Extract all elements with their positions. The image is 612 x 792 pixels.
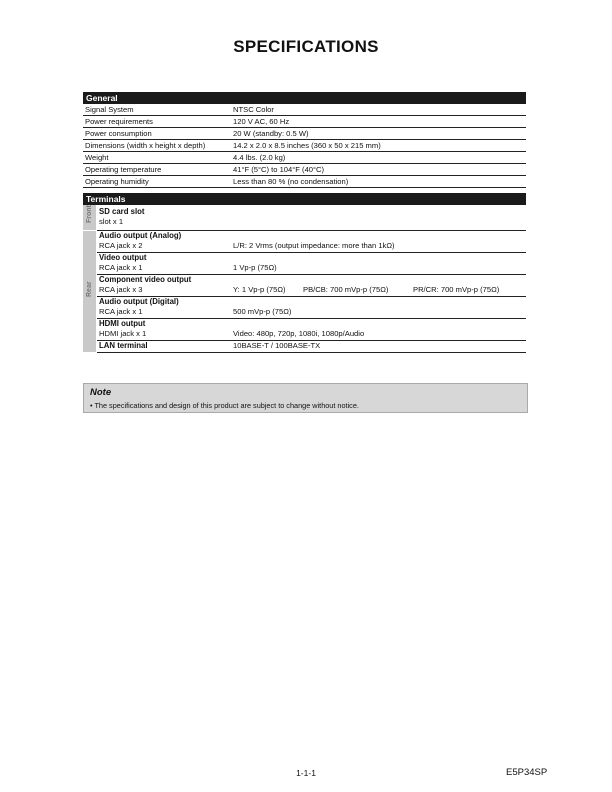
terminal-row-video <box>97 253 526 275</box>
spec-row-dimensions <box>83 140 526 152</box>
terminal-name: Audio output (Analog) <box>99 231 182 240</box>
general-heading: General <box>83 92 526 104</box>
spec-label: Weight <box>85 153 109 162</box>
spec-value: NTSC Color <box>233 105 274 114</box>
note-text: • The specifications and design of this product are subject to change without notice. <box>90 401 359 410</box>
terminal-sub: RCA jack x 1 <box>99 307 143 316</box>
spec-value: 41°F (5°C) to 104°F (40°C) <box>233 165 325 174</box>
spec-row-operating-humidity <box>83 176 526 188</box>
page-title: SPECIFICATIONS <box>233 37 379 56</box>
terminal-value-pb: PB/CB: 700 mVp-p (75Ω) <box>303 285 389 294</box>
terminal-row-component-video <box>97 275 526 297</box>
spec-value: Less than 80 % (no condensation) <box>233 177 349 186</box>
terminal-value: L/R: 2 Vrms (output impedance: more than 1kΩ) <box>233 241 395 250</box>
note-heading: Note <box>90 387 112 398</box>
terminal-name: Audio output (Digital) <box>99 297 179 306</box>
spec-value: 14.2 x 2.0 x 8.5 inches (360 x 50 x 215 mm) <box>233 141 381 150</box>
spec-label: Power requirements <box>85 117 153 126</box>
terminal-name: Component video output <box>99 275 192 284</box>
terminal-value-pr: PR/CR: 700 mVp-p (75Ω) <box>413 285 500 294</box>
terminal-value: 10BASE-T / 100BASE-TX <box>233 341 321 350</box>
terminal-row-audio-digital <box>97 297 526 319</box>
document-code: E5P34SP <box>506 767 548 778</box>
rear-label-text: Rear <box>86 281 93 297</box>
terminal-value: 500 mVp-p (75Ω) <box>233 307 292 316</box>
terminal-value: 1 Vp-p (75Ω) <box>233 263 277 272</box>
front-label-text: Front <box>86 205 93 223</box>
page-number: 1-1-1 <box>296 768 316 778</box>
spec-row-weight <box>83 152 526 164</box>
spec-value: 4.4 lbs. (2.0 kg) <box>233 153 286 162</box>
terminal-sub: HDMI jack x 1 <box>99 329 147 338</box>
terminal-sub: slot x 1 <box>99 217 124 226</box>
front-side-label <box>83 205 96 230</box>
terminal-name: SD card slot <box>99 207 145 216</box>
terminals-heading: Terminals <box>83 193 526 205</box>
terminal-sub: RCA jack x 3 <box>99 285 143 294</box>
spec-row-signal-system <box>83 104 526 116</box>
spec-row-operating-temperature <box>83 164 526 176</box>
rear-side-label <box>83 231 96 352</box>
spec-value: 120 V AC, 60 Hz <box>233 117 290 126</box>
spec-row-power-consumption <box>83 128 526 140</box>
spec-label: Dimensions (width x height x depth) <box>85 141 206 150</box>
terminal-value-y: Y: 1 Vp-p (75Ω) <box>233 285 286 294</box>
spec-label: Signal System <box>85 105 134 114</box>
terminal-name: LAN terminal <box>99 341 148 350</box>
spec-label: Power consumption <box>85 129 152 138</box>
terminal-row-audio-analog <box>97 231 526 253</box>
spec-label: Operating temperature <box>85 165 162 174</box>
terminal-row-lan <box>97 341 526 353</box>
spec-value: 20 W (standby: 0.5 W) <box>233 129 309 138</box>
spec-row-power-requirements <box>83 116 526 128</box>
note-box <box>83 383 528 413</box>
terminal-sub: RCA jack x 2 <box>99 241 143 250</box>
terminal-name: Video output <box>99 253 147 262</box>
terminal-sub: RCA jack x 1 <box>99 263 143 272</box>
terminal-row-hdmi <box>97 319 526 341</box>
spec-label: Operating humidity <box>85 177 149 186</box>
terminal-row-sd-card <box>97 207 526 231</box>
terminal-value: Video: 480p, 720p, 1080i, 1080p/Audio <box>233 329 365 338</box>
terminal-name: HDMI output <box>99 319 146 328</box>
